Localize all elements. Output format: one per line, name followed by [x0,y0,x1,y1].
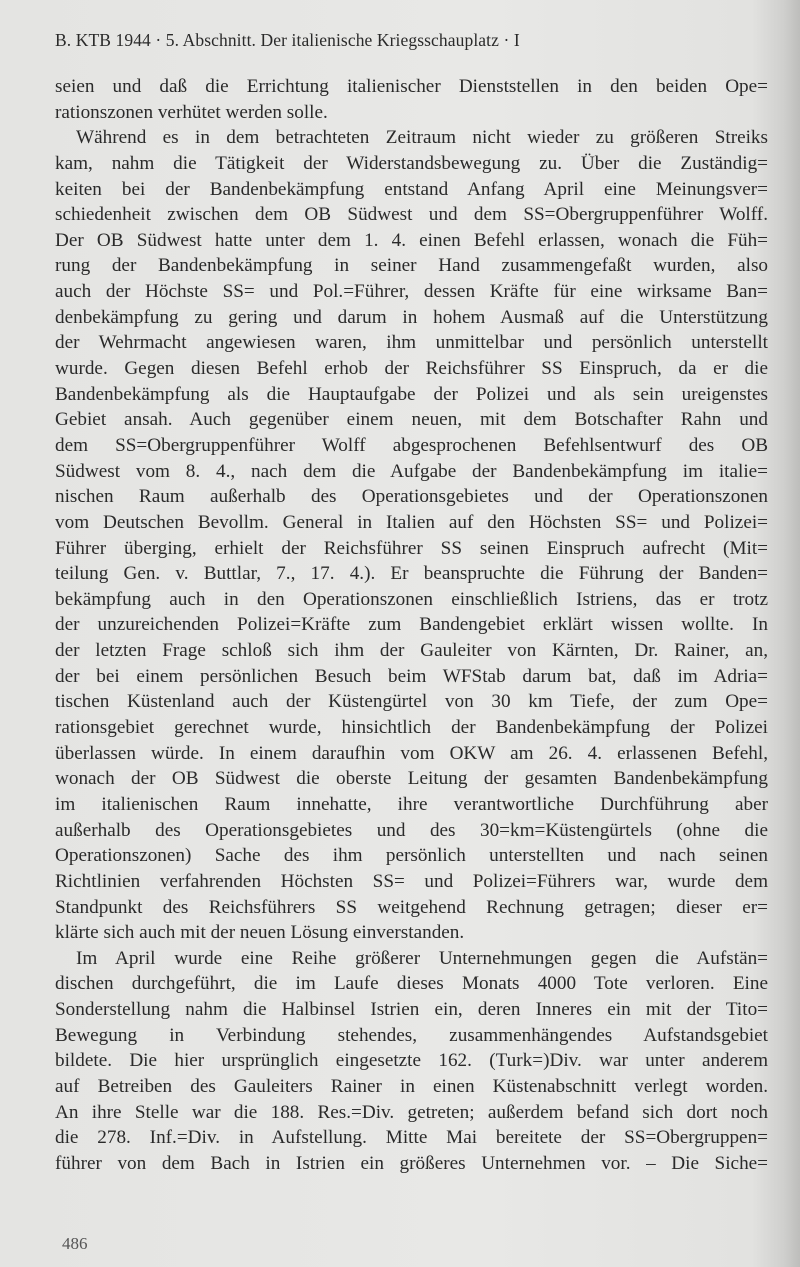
text-line: keiten bei der Bandenbekämpfung entstand Anfang April eine Meinungsver= [55,178,768,200]
text-line: rationsgebiet gerechnet wurde, hinsichtlich der Bandenbekämpfung der Polizei [55,717,768,739]
text-line: Standpunkt des Reichsführers SS weitgehend Rechnung getragen; dieser er= [55,896,768,918]
text-line: nischen Raum außerhalb des Operationsgebietes und der Operationszonen [55,486,768,508]
text-line: Bandenbekämpfung als die Hauptaufgabe der Polizei und als sein ureigenstes [55,383,768,405]
text-line: teilung Gen. v. Buttlar, 7., 17. 4.). Er beanspruchte die Führung der Banden= [55,563,768,585]
text-line: rationszonen verhütet werden solle. [55,101,328,123]
text-line: auch der Höchste SS= und Pol.=Führer, dessen Kräfte für eine wirksame Ban= [55,281,768,303]
text-line: Der OB Südwest hatte unter dem 1. 4. einen Befehl erlassen, wonach die Füh= [55,229,768,251]
text-line: Im April wurde eine Reihe größerer Unternehmungen gegen die Aufstän= [76,947,768,969]
text-line: schiedenheit zwischen dem OB Südwest und dem SS=Obergruppenführer Wolff. [55,204,768,226]
paragraph [55,74,768,125]
text-line: führer von dem Bach in Istrien ein größeres Unternehmen vor. – Die Siche= [55,1152,768,1174]
text-line: überlassen würde. In einem daraufhin vom OKW am 26. 4. erlassenen Befehl, [55,742,768,764]
text-line: der letzten Frage schloß sich ihm der Gauleiter von Kärnten, Dr. Rainer, an, [55,640,768,662]
text-line: die 278. Inf.=Div. in Aufstellung. Mitte Mai bereitete der SS=Obergruppen= [55,1127,768,1149]
text-line: der bei einem persönlichen Besuch beim WFStab darum bat, daß im Adria= [55,665,768,687]
text-line: wurde. Gegen diesen Befehl erhob der Reichsführer SS Einspruch, da er die [55,358,768,380]
text-line: kam, nahm die Tätigkeit der Widerstandsbewegung zu. Über die Zuständig= [55,152,768,174]
text-line: Südwest vom 8. 4., nach dem die Aufgabe der Bandenbekämpfung im italie= [55,460,768,482]
text-line: Gebiet ansah. Auch gegenüber einem neuen, mit dem Botschafter Rahn und [55,409,768,431]
text-line: dischen durchgeführt, die im Laufe dieses Monats 4000 Tote verloren. Eine [55,973,768,995]
page-number: 486 [62,1234,88,1253]
text-line: rung der Bandenbekämpfung in seiner Hand zusammengefaßt wurden, also [55,255,768,277]
text-line: der unzureichenden Polizei=Kräfte zum Bandengebiet erklärt wissen wollte. In [55,614,768,636]
text-line: klärte sich auch mit der neuen Lösung einverstanden. [55,922,465,944]
text-line: denbekämpfung zu gering und darum in hohem Ausmaß auf die Unterstützung [55,306,768,328]
text-line: Operationszonen) Sache des ihm persönlich unterstellten und nach seinen [55,845,768,867]
text-line: wonach der OB Südwest die oberste Leitung der gesamten Bandenbekämpfung [55,768,768,790]
paragraph [55,125,768,946]
text-line: außerhalb des Operationsgebietes und des 30=km=Küstengürtels (ohne die [55,819,768,841]
text-line: dem SS=Obergruppenführer Wolff abgesprochenen Befehlsentwurf des OB [55,434,768,456]
text-line: auf Betreiben des Gauleiters Rainer in einen Küstenabschnitt verlegt worden. [55,1075,768,1097]
text-line: Sonderstellung nahm die Halbinsel Istrien ein, deren Inneres ein mit der Tito= [55,999,768,1021]
body-text [55,74,768,1177]
text-line: bildete. Die hier ursprünglich eingesetzte 162. (Turk=)Div. war unter anderem [55,1050,768,1072]
text-line: bekämpfung auch in den Operationszonen einschließlich Istriens, das er trotz [55,588,768,610]
running-header: B. KTB 1944 · 5. Abschnitt. Der italienische Kriegsschauplatz · I [55,30,520,50]
paragraph [55,946,768,1177]
text-line: vom Deutschen Bevollm. General in Italien auf den Höchsten SS= und Polizei= [55,511,768,533]
text-line: An ihre Stelle war die 188. Res.=Div. getreten; außerdem befand sich dort noch [55,1101,768,1123]
text-line: Führer überging, erhielt der Reichsführer SS seinen Einspruch aufrecht (Mit= [55,537,768,559]
text-line: der Wehrmacht angewiesen waren, ihm unmittelbar und persönlich unterstellt [55,332,768,354]
text-line: im italienischen Raum innehatte, ihre verantwortliche Durchführung aber [55,793,768,815]
text-line: Bewegung in Verbindung stehendes, zusammenhängendes Aufstandsgebiet [55,1024,768,1046]
text-line: Richtlinien verfahrenden Höchsten SS= und Polizei=Führers war, wurde dem [55,870,768,892]
text-line: tischen Küstenland auch der Küstengürtel von 30 km Tiefe, der zum Ope= [55,691,768,713]
text-line: Während es in dem betrachteten Zeitraum nicht wieder zu größeren Streiks [76,127,768,149]
text-line: seien und daß die Errichtung italienischer Dienststellen in den beiden Ope= [55,76,768,97]
